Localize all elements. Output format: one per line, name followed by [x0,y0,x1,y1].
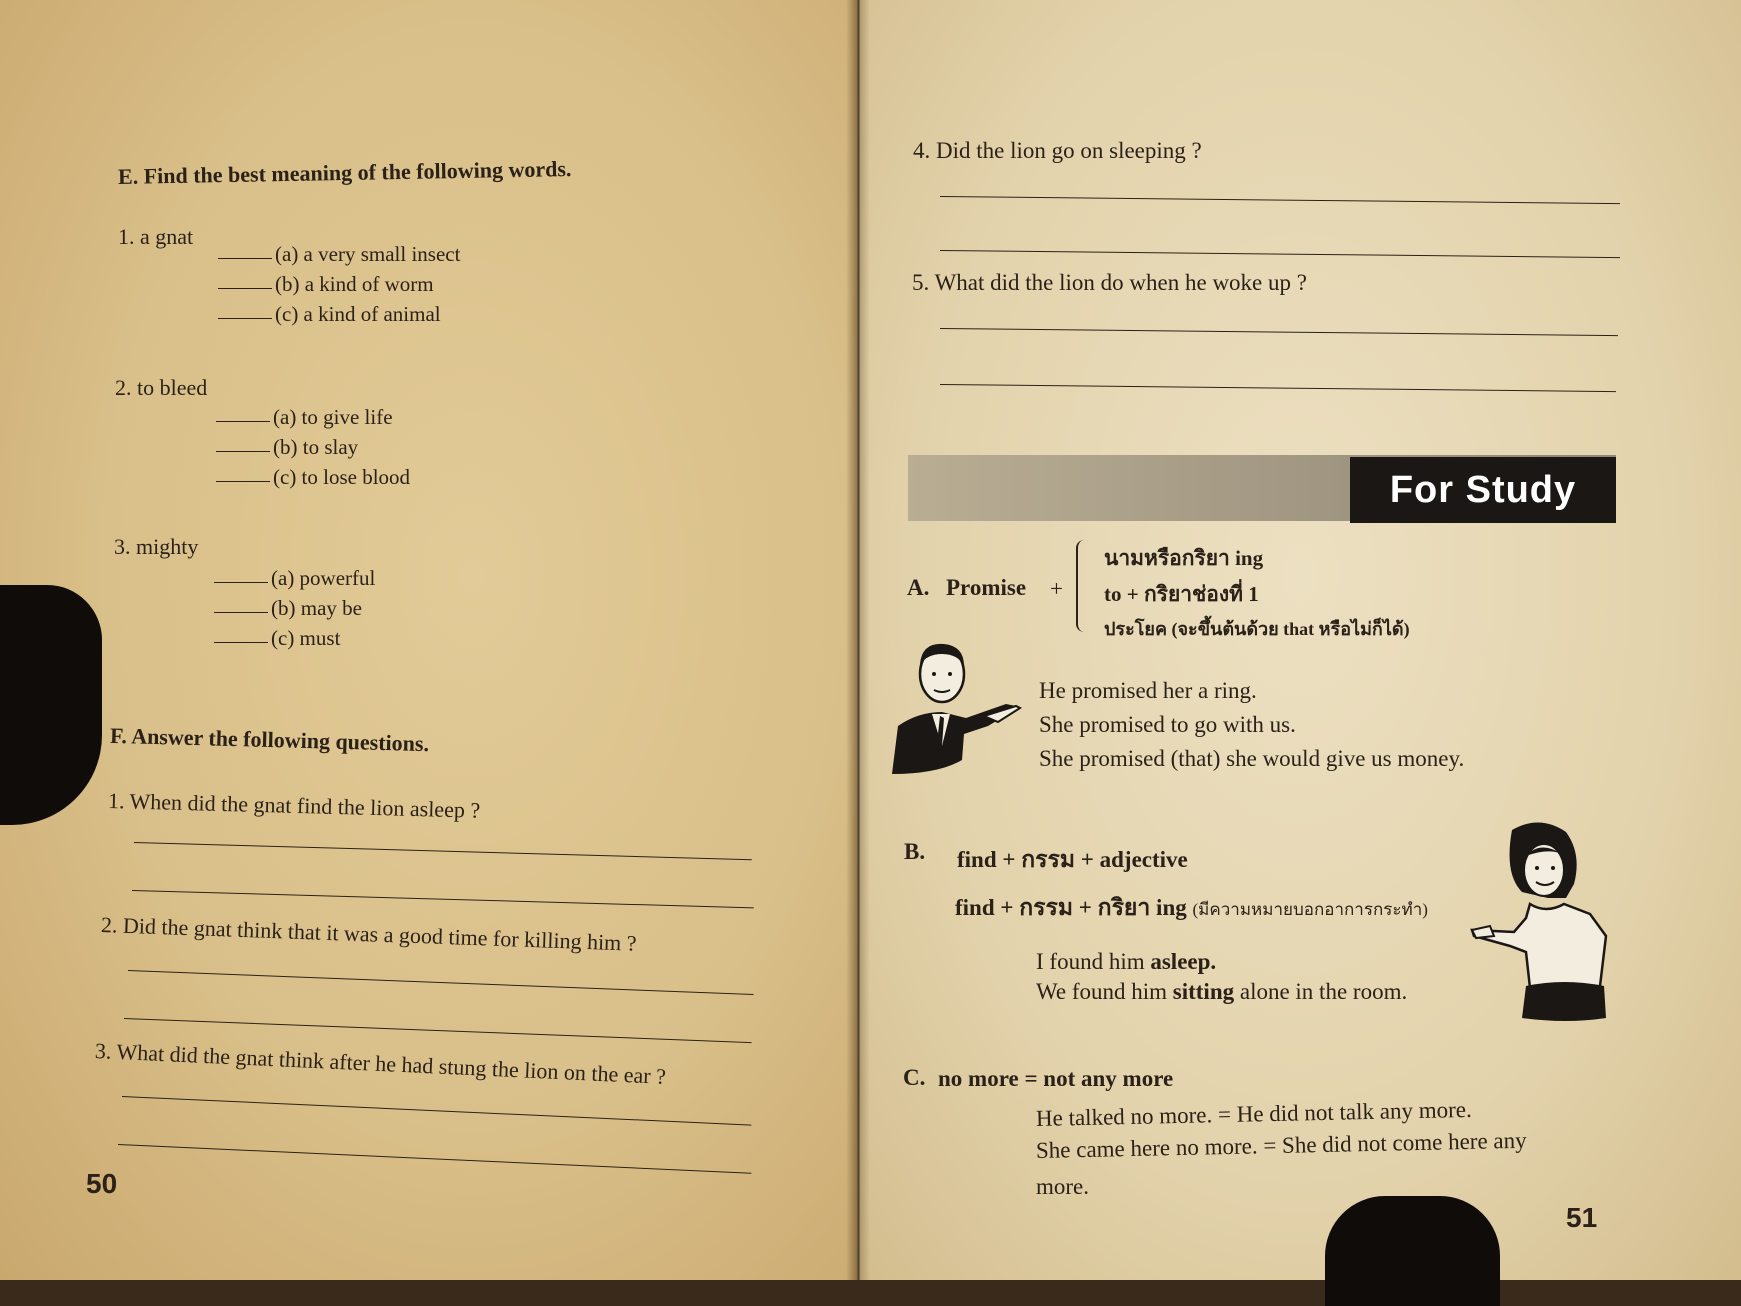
section-a-option-3: ประโยค (จะขึ้นต้นด้วย that หรือไม่ก็ได้) [1104,619,1410,639]
section-b-label: B. [904,839,926,864]
e-item-2-option-c: (c) to lose blood [216,465,410,490]
section-f-heading: F. Answer the following questions. [109,722,430,757]
section-a-example-3: She promised (that) she would give us money. [1039,746,1465,771]
section-a-plus: + [1050,576,1063,601]
section-a-example-2: She promised to go with us. [1039,712,1296,737]
e-item-3-term: 3. mighty [114,534,199,559]
page-number-right: 51 [1566,1202,1598,1233]
book-gutter [846,0,870,1280]
e-item-1-term: 1. a gnat [118,224,194,249]
f-question-1: 1. When did the gnat find the lion asleep ? [107,788,481,823]
e-item-1-option-a: (a) a very small insect [218,242,460,267]
section-b-example-1: I found him asleep. [1036,949,1217,974]
e-item-2-option-b: (b) to slay [216,435,358,460]
brace-icon [1076,540,1088,632]
section-a-example-1: He promised her a ring. [1039,678,1257,703]
e-item-3-option-c: (c) must [214,626,340,651]
answer-line[interactable] [118,1144,751,1174]
answer-line[interactable] [134,842,752,860]
for-study-banner: For Study [1350,457,1616,523]
answer-blank[interactable] [218,318,272,319]
answer-blank[interactable] [216,481,270,482]
left-page [0,0,858,1280]
e-item-1-option-b: (b) a kind of worm [218,272,434,297]
section-b-example-2: We found him sitting alone in the room. [1036,979,1408,1004]
e-item-1-option-c: (c) a kind of animal [218,302,441,327]
answer-line[interactable] [124,1018,752,1043]
question-5: 5. What did the lion do when he woke up ? [912,270,1307,295]
answer-blank[interactable] [216,451,270,452]
woman-pointing-illustration [1470,818,1630,1024]
section-b-pattern-2: find + กรรม + กริยา ing (มีความหมายบอกอาการกระทำ) [955,895,1428,920]
f-question-3: 3. What did the gnat think after he had stung the lion on the ear ? [94,1038,667,1089]
answer-blank[interactable] [214,642,268,643]
question-4: 4. Did the lion go on sleeping ? [913,138,1202,163]
e-item-2-term: 2. to bleed [115,375,208,400]
answer-blank[interactable] [214,612,268,613]
section-c-example-3: more. [1036,1174,1090,1199]
e-item-3-option-a: (a) powerful [214,566,375,591]
f-question-2: 2. Did the gnat think that it was a good time for killing him ? [100,912,638,956]
e-item-3-option-b: (b) may be [214,596,362,621]
section-e-heading: E. Find the best meaning of the following words. [117,156,572,189]
section-a-option-2: to + กริยาช่องที่ 1 [1104,582,1259,606]
section-c-pattern: no more = not any more [938,1066,1174,1091]
man-pointing-illustration [888,634,1024,784]
section-a-word: Promise [946,575,1027,600]
answer-blank[interactable] [214,582,268,583]
page-number-left: 50 [86,1168,118,1199]
section-c-example-1: He talked no more. = He did not talk any more. [1035,1096,1472,1131]
answer-blank[interactable] [218,258,272,259]
section-c-label: C. [903,1065,926,1090]
answer-line[interactable] [132,890,754,908]
thumb-shadow [1325,1196,1500,1306]
answer-blank[interactable] [216,421,270,422]
answer-line[interactable] [122,1096,751,1126]
section-c-example-2: She came here no more. = She did not come here any [1035,1127,1527,1163]
answer-line[interactable] [128,970,754,995]
section-a-option-1: นามหรือกริยา ing [1104,546,1264,570]
answer-blank[interactable] [218,288,272,289]
section-b-pattern-1: find + กรรม + adjective [957,847,1188,872]
thumb-shadow [0,585,102,825]
section-a-label: A. [907,575,930,600]
e-item-2-option-a: (a) to give life [216,405,393,430]
